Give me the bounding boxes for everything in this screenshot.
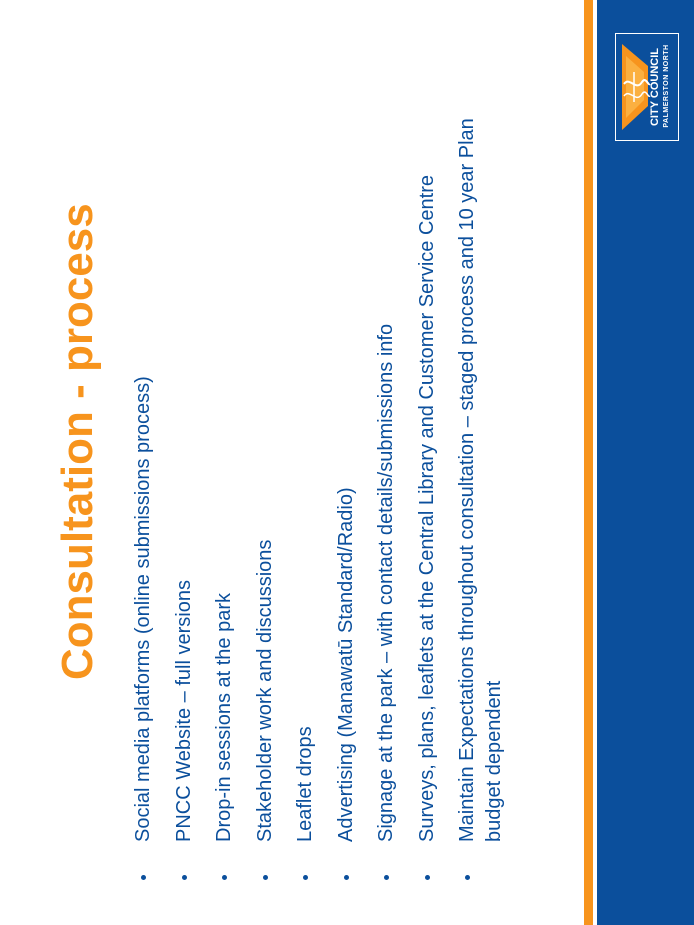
bullet-item <box>130 60 157 880</box>
bullet-item <box>292 60 319 880</box>
bullet-text: Drop-in sessions at the park <box>213 592 235 842</box>
slide-title: Consultation - process <box>53 203 102 680</box>
bullet-dot-icon <box>141 875 146 880</box>
bullet-text: Signage at the park – with contact details/submissions info <box>375 323 397 842</box>
bullet-dot-icon <box>222 875 227 880</box>
council-logo <box>615 33 679 141</box>
bullet-list <box>130 60 522 880</box>
bullet-item <box>333 60 360 880</box>
bullet-item <box>454 60 508 880</box>
bullet-dot-icon <box>263 875 268 880</box>
logo-text <box>649 38 678 136</box>
bullet-dot-icon <box>384 875 389 880</box>
bullet-dot-icon <box>182 875 187 880</box>
bullet-text: Social media platforms (online submissions process) <box>132 376 154 842</box>
bullet-text: Maintain Expectations throughout consultation – staged process and 10 year Plan budget dependent <box>456 118 505 842</box>
bullet-text: Advertising (Manawatū Standard/Radio) <box>334 487 357 842</box>
bullet-dot-icon <box>303 875 308 880</box>
logo-council-name: CITY COUNCIL <box>649 47 661 127</box>
bullet-text: Surveys, plans, leaflets at the Central Library and Customer Service Centre <box>415 175 438 842</box>
bullet-text: PNCC Website – full versions <box>172 580 195 842</box>
bullet-item <box>211 60 238 880</box>
bullet-item <box>373 60 400 880</box>
council-emblem-icon <box>618 36 652 138</box>
bullet-dot-icon <box>425 875 430 880</box>
slide-content <box>30 20 560 880</box>
bullet-item <box>414 60 441 880</box>
bullet-text: Leaflet drops <box>294 726 316 842</box>
bullet-item <box>171 60 198 880</box>
bullet-dot-icon <box>465 875 470 880</box>
bullet-dot-icon <box>344 875 349 880</box>
orange-accent-stripe <box>584 0 593 925</box>
bullet-item <box>252 60 279 880</box>
bullet-text: Stakeholder work and discussions <box>253 539 276 842</box>
logo-city-name: PALMERSTON NORTH <box>663 44 670 128</box>
